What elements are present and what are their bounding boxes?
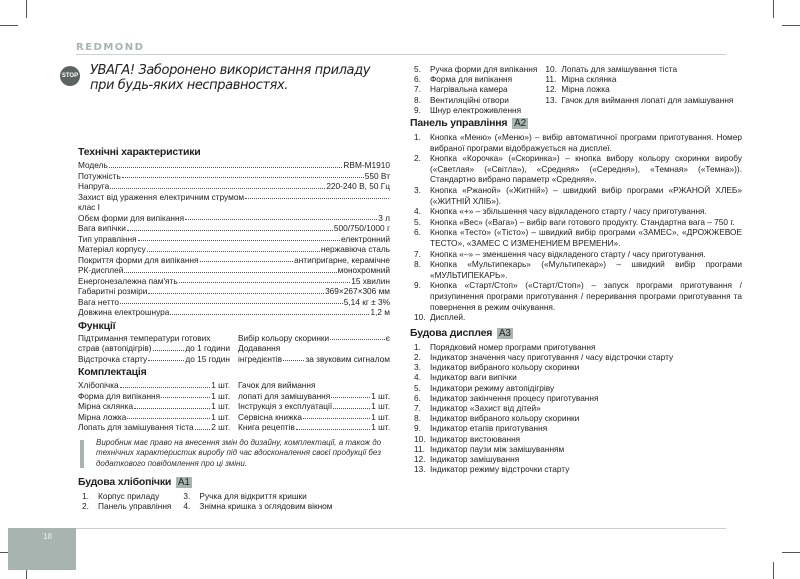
package-item: лопаті для замішування bbox=[238, 390, 331, 401]
spec-value: електронний bbox=[341, 233, 390, 244]
spec-key: Тип управління bbox=[78, 233, 137, 244]
spec-value: 500/750/1000 г bbox=[333, 223, 390, 233]
list-item: 11. Індикатор паузи між замішуванням bbox=[414, 443, 565, 454]
package-row bbox=[78, 412, 230, 423]
spec-row bbox=[78, 276, 390, 287]
package-row bbox=[238, 412, 390, 423]
function-row bbox=[238, 333, 390, 344]
spec-row bbox=[78, 223, 390, 234]
spec-value: 369×267×306 мм bbox=[325, 286, 390, 296]
package-qty: 1 шт. bbox=[371, 390, 390, 401]
spec-row bbox=[78, 171, 390, 182]
function-line: Підтримання температури готових bbox=[78, 332, 211, 343]
footer-rule bbox=[76, 528, 726, 529]
package-item: Книга рецептів bbox=[238, 422, 295, 432]
list-item: 2. Кнопка «Корочка» («Скоринка») – кнопка вибору кольору скоринки виробу («Светлая» («Світла»), «Средняя» («Середня»), «Темная» («Темна»)). Стандартно вибрано параметр «Средняя». bbox=[414, 153, 742, 185]
structure-title-text: Будова хлібопічки bbox=[78, 476, 172, 488]
list-item: 1. Корпус приладу bbox=[82, 491, 160, 501]
spec-key: Потужність bbox=[78, 170, 121, 181]
spec-value: монохромний bbox=[337, 265, 390, 275]
spec-row bbox=[78, 244, 390, 255]
package-item: Форма для випікання bbox=[78, 390, 161, 401]
package-row bbox=[238, 401, 390, 412]
spec-key: Довжина електрошнура bbox=[78, 307, 170, 317]
package-qty: 1 шт. bbox=[211, 380, 230, 390]
package-qty: 1 шт. bbox=[211, 401, 230, 411]
spec-key: РК-дисплей bbox=[78, 265, 124, 275]
page-number-box bbox=[8, 528, 76, 570]
spec-key: Напруга bbox=[78, 181, 110, 191]
spec-row bbox=[78, 181, 390, 192]
header-rule bbox=[76, 54, 726, 55]
manufacturer-note bbox=[78, 438, 390, 470]
package-qty: 2 шт. bbox=[211, 422, 230, 432]
spec-row bbox=[78, 297, 390, 308]
note-text: Виробник має право на внесення змін до дизайну, комплектації, а також до технічних характеристик виробу під час вдосконалення своєї продукції без додаткового повідомлення про ці зміни. bbox=[96, 437, 382, 468]
package-title: Комплектація bbox=[78, 366, 147, 378]
functions-grid bbox=[78, 333, 390, 365]
specs-title: Технічні характеристики bbox=[78, 146, 201, 158]
spec-value: RBM-M1910 bbox=[343, 160, 390, 170]
list-item: 5. Кнопка «Вес» («Вага») – вибір ваги готового продукту. Стандартна вага – 750 г. bbox=[414, 216, 735, 227]
list-item: 9. Шнур електроживлення bbox=[414, 104, 522, 115]
package-row bbox=[78, 422, 230, 433]
right-column bbox=[410, 64, 742, 474]
list-item: 13. Гачок для виймання лопаті для замішування bbox=[545, 94, 734, 105]
control-panel-list bbox=[410, 132, 742, 323]
spec-key: Енергонезалежна пам'ять bbox=[78, 275, 178, 286]
left-column bbox=[78, 146, 390, 511]
list-item: 9. Кнопка «Старт/Стоп» («Старт/Стоп») – запуск програми приготування / призупинення програми приготування / переривання програми приготування та повернення в режим очікування. bbox=[414, 280, 742, 312]
structure-title bbox=[78, 476, 390, 489]
function-line: Додавання bbox=[238, 343, 281, 353]
stop-sign-icon: STOP bbox=[60, 66, 80, 86]
list-item: 10. Лопать для замішування тіста bbox=[545, 64, 678, 74]
package-qty: 1 шт. bbox=[371, 411, 390, 422]
list-item: 4. Знімна кришка з оглядовим вікном bbox=[183, 501, 333, 512]
function-row bbox=[78, 343, 230, 354]
display-list bbox=[410, 342, 742, 475]
structure-list-continued bbox=[410, 64, 742, 115]
spec-row bbox=[78, 255, 390, 266]
display-title-text: Будова дисплея bbox=[410, 326, 493, 339]
spec-key: Габаритні розміри bbox=[78, 286, 148, 296]
package-grid bbox=[78, 380, 390, 433]
spec-value: 220-240 В, 50 Гц bbox=[326, 181, 390, 191]
spec-value: 550 Вт bbox=[364, 170, 390, 181]
crop-mark bbox=[773, 562, 774, 579]
list-item: 1. Порядковий номер програми приготування bbox=[414, 341, 596, 352]
list-item: 10. Дисплей. bbox=[414, 312, 466, 323]
specs-table bbox=[78, 160, 390, 318]
package-qty: 1 шт. bbox=[371, 401, 390, 411]
spec-key: Покриття форми для випікання bbox=[78, 254, 199, 265]
list-item: 11. Мірна склянка bbox=[545, 74, 617, 85]
package-qty: 1 шт. bbox=[211, 390, 230, 401]
page-number: 18 bbox=[43, 532, 52, 541]
crop-mark bbox=[26, 0, 27, 18]
list-item: 10. Індикатор вистоювання bbox=[414, 433, 521, 444]
spec-row bbox=[78, 213, 390, 224]
spec-key: Вага нетто bbox=[78, 296, 119, 307]
list-item: 8. Індикатор вибраного кольору скоринки bbox=[414, 413, 580, 424]
spec-row bbox=[78, 192, 390, 203]
display-title bbox=[410, 327, 742, 340]
list-item: 3. Кнопка «Ржаной» («Житній») – швидкий вибір програми «РЖАНОЙ ХЛЕБ» («ЖИТНІЙ ХЛІБ»). bbox=[414, 184, 742, 206]
spec-row-continuation: клас I bbox=[78, 202, 100, 212]
control-panel-title-text: Панель управління bbox=[410, 117, 508, 130]
package-qty: 1 шт. bbox=[211, 411, 230, 422]
functions-title: Функції bbox=[78, 319, 116, 332]
note-bar bbox=[80, 440, 84, 468]
list-item: 6. Індикатор закінчення процесу приготування bbox=[414, 392, 599, 403]
package-row bbox=[78, 380, 230, 391]
control-panel-title bbox=[410, 117, 742, 130]
package-item: Хлібопічка bbox=[78, 380, 119, 390]
spec-value: 1,2 м bbox=[370, 307, 390, 317]
package-row bbox=[238, 422, 390, 433]
spec-value: 5,14 кг ± 3% bbox=[343, 296, 390, 307]
list-item: 8. Кнопка «Мультипекарь» («Мультипекар») – швидкий вибір програми «МУЛЬТИПЕКАРЬ». bbox=[414, 259, 742, 280]
list-item: 13. Індикатор режиму відстрочки старту bbox=[414, 464, 570, 475]
figure-tag: A1 bbox=[177, 477, 190, 488]
list-item: 7. Нагрівальна камера bbox=[414, 84, 508, 95]
list-item: 2. Панель управління bbox=[82, 501, 172, 512]
function-value: за звуковим сигналом bbox=[305, 353, 390, 364]
list-item: 7. Індикатор «Захист від дітей» bbox=[414, 402, 541, 413]
spec-value: нержавіюча сталь bbox=[320, 244, 390, 254]
spec-key: Вага випічки bbox=[78, 223, 126, 233]
package-item: Лопать для замішування тіста bbox=[78, 422, 194, 432]
function-value: до 1 години bbox=[185, 343, 230, 353]
list-item: 12. Мірна ложка bbox=[545, 84, 610, 95]
package-item: Мірна ложка bbox=[78, 411, 127, 422]
spec-row bbox=[78, 286, 390, 297]
function-key: Вибір кольору скоринки bbox=[238, 332, 330, 343]
list-item: 2. Індикатор значення часу приготування / часу відстрочки старту bbox=[414, 351, 674, 362]
list-item: 3. Ручка для відкриття кришки bbox=[183, 491, 307, 501]
spec-value: 15 хвилин bbox=[351, 275, 390, 286]
structure-list-grid bbox=[78, 491, 390, 511]
figure-tag: A2 bbox=[514, 118, 526, 130]
function-key: страв (автопідігрів) bbox=[78, 343, 152, 353]
package-row bbox=[78, 401, 230, 412]
list-item: 8. Вентиляційні отвори bbox=[414, 94, 509, 105]
crop-mark bbox=[782, 552, 800, 553]
spec-key: Захист від ураження електричним струмом bbox=[78, 191, 245, 202]
crop-mark bbox=[773, 0, 774, 18]
package-row bbox=[238, 391, 390, 402]
crop-mark bbox=[0, 25, 18, 26]
list-item: 12. Індикатор замішування bbox=[414, 453, 520, 464]
package-row bbox=[78, 391, 230, 402]
function-value: є bbox=[385, 332, 390, 343]
package-item: Сервісна книжка bbox=[238, 411, 302, 422]
spec-row bbox=[78, 234, 390, 245]
package-item: Мірна склянка bbox=[78, 401, 134, 411]
warning-text: УВАГА! Заборонено використання приладу при будь-яких несправностях. bbox=[90, 63, 370, 93]
list-item: 5. Індикатори режиму автопідігріву bbox=[414, 382, 555, 393]
spec-row bbox=[78, 160, 390, 171]
brand-logo: REDMOND bbox=[76, 42, 145, 53]
crop-mark bbox=[782, 25, 800, 26]
list-item: 7. Кнопка «–» – зменшення часу відкладеного старту / часу приготування. bbox=[414, 248, 706, 259]
spec-key: Матеріал корпусу bbox=[78, 244, 146, 254]
package-line: Гачок для виймання bbox=[238, 380, 316, 390]
package-item: Інструкція з експлуатації bbox=[238, 401, 333, 411]
list-item: 3. Індикатор вибраного кольору скоринки bbox=[414, 362, 580, 373]
list-item: 4. Індикатор ваги випічки bbox=[414, 372, 517, 383]
list-item: 1. Кнопка «Меню» («Меню») – вибір автоматичної програми приготування. Номер вибраної програми відображується на дисплеї. bbox=[414, 132, 742, 153]
function-row bbox=[78, 354, 230, 365]
list-item: 6. Форма для випікання bbox=[414, 74, 513, 85]
package-qty: 1 шт. bbox=[371, 422, 390, 432]
spec-key: Модель bbox=[78, 160, 108, 170]
spec-value: 3 л bbox=[378, 212, 390, 223]
function-value: до 15 годин bbox=[185, 353, 230, 364]
list-item: 6. Кнопка «Тесто» («Тісто») – швидкий вибір програми «ЗАМЕС», «ДРОЖЖЕВОЕ ТЕСТО», «ЗАМЕС С ИЗМЕНЕНИЕМ ВРЕМЕНИ». bbox=[414, 227, 742, 248]
list-item: 5. Ручка форми для випікання bbox=[414, 64, 538, 74]
function-key: Відстрочка старту bbox=[78, 353, 148, 364]
list-item: 4. Кнопка «+» – збільшення часу відкладеного старту / часу приготування. bbox=[414, 206, 707, 217]
spec-key: Обєм форми для випікання bbox=[78, 212, 185, 223]
list-item: 9. Індикатор етапів приготування bbox=[414, 423, 548, 434]
spec-row bbox=[78, 265, 390, 276]
figure-tag: A3 bbox=[498, 327, 511, 339]
function-key: інгредієнтів bbox=[238, 353, 283, 364]
function-row bbox=[238, 354, 390, 365]
spec-row bbox=[78, 307, 390, 318]
spec-value: антипригарне, керамічне bbox=[294, 254, 390, 265]
